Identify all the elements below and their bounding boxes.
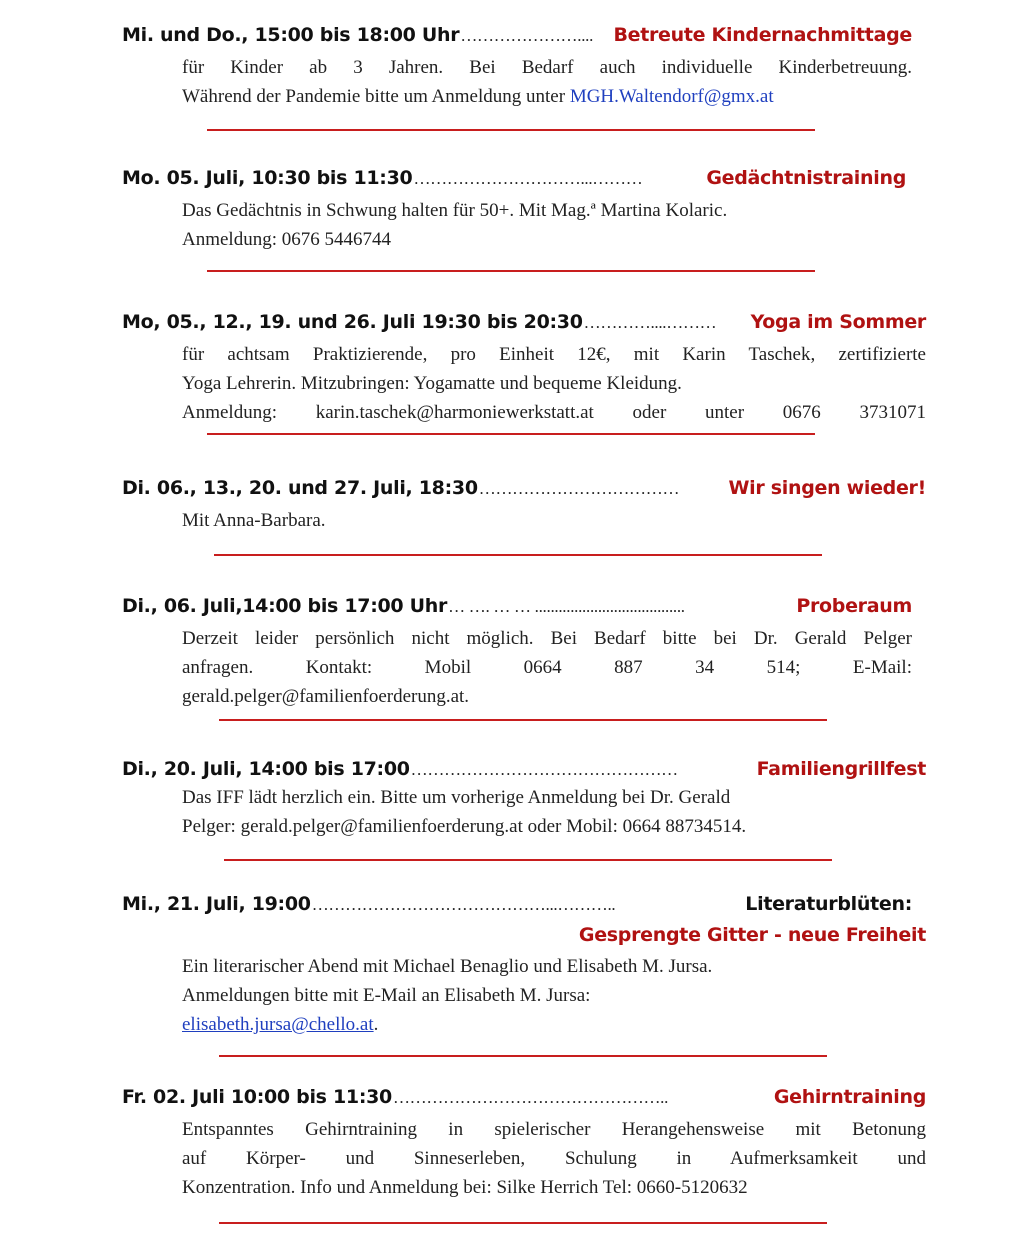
desc-line: für achtsam Praktizierende, pro Einheit 12€, mit Karin Taschek, zertifizierte	[182, 344, 926, 365]
event-singen	[122, 475, 926, 535]
event-date: Di. 06., 13., 20. und 27. Juli, 18:30	[122, 477, 478, 499]
desc-line: Yoga Lehrerin. Mitzubringen: Yogamatte und bequeme Kleidung.	[182, 373, 682, 394]
event-date: Mo. 05. Juli, 10:30 bis 11:30	[122, 167, 413, 189]
leader-dots: …………………………...………	[413, 169, 643, 188]
event-proberaum	[122, 593, 912, 711]
event-title: Familiengrillfest	[756, 758, 926, 780]
event-yoga	[122, 309, 926, 427]
event-title: Proberaum	[796, 595, 912, 617]
event-header	[122, 891, 912, 918]
event-kindernachmittage	[122, 22, 912, 111]
event-description	[182, 1115, 926, 1202]
leader-dots: ………………………………	[478, 479, 680, 498]
separator-line	[219, 1222, 827, 1224]
event-date: Mo, 05., 12., 19. und 26. Juli 19:30 bis 20:30	[122, 311, 583, 333]
event-description	[182, 53, 912, 111]
event-description	[182, 196, 906, 254]
separator-line	[224, 859, 832, 861]
event-grillfest	[122, 756, 926, 841]
desc-line: Das Gedächtnis in Schwung halten für 50+. Mit Mag.ª Martina Kolaric.	[182, 200, 728, 221]
event-date: Mi., 21. Juli, 19:00	[122, 893, 311, 915]
desc-line	[182, 1010, 926, 1039]
desc-line: Das IFF lädt herzlich ein. Bitte um vorherige Anmeldung bei Dr. Gerald	[182, 787, 731, 808]
event-date: Di., 06. Juli,14:00 bis 17:00 Uhr	[122, 595, 448, 617]
event-description	[182, 340, 926, 427]
event-gehirntraining	[122, 1084, 926, 1202]
separator-line	[207, 270, 815, 272]
leader-dots: …………………………………………	[410, 760, 678, 779]
event-subtitle: Gesprengte Gitter - neue Freiheit	[578, 924, 926, 946]
leader-dots: …………....………	[583, 313, 717, 332]
email-link[interactable]: elisabeth.jursa@chello.at	[182, 1014, 374, 1035]
separator-line	[219, 1055, 827, 1057]
desc-line: Anmeldung: karin.taschek@harmoniewerkstatt.at oder unter 0676 3731071	[182, 402, 926, 423]
desc-line: für Kinder ab 3 Jahren. Bei Bedarf auch individuelle Kinderbetreuung.	[182, 57, 912, 78]
event-header	[122, 165, 906, 192]
desc-line: gerald.pelger@familienfoerderung.at.	[182, 686, 470, 707]
event-title: Gehirntraining	[773, 1086, 926, 1108]
event-description	[182, 624, 912, 711]
event-header	[122, 475, 926, 502]
event-header	[122, 1084, 926, 1111]
separator-line	[214, 554, 822, 556]
desc-line: auf Körper- und Sinneserleben, Schulung in Aufmerksamkeit und	[182, 1148, 926, 1169]
event-header	[122, 593, 912, 620]
event-date: Di., 20. Juli, 14:00 bis 17:00	[122, 758, 410, 780]
leader-dots: … …. … … ......................................	[448, 597, 685, 616]
event-description	[182, 952, 926, 1039]
desc-line: Pelger: gerald.pelger@familienfoerderung.at oder Mobil: 0664 88734514.	[182, 816, 747, 837]
event-date: Fr. 02. Juli 10:00 bis 11:30	[122, 1086, 392, 1108]
desc-text: Während der Pandemie bitte um Anmeldung unter	[182, 86, 570, 107]
leader-dots: …………………………………………..	[392, 1088, 669, 1107]
desc-text: .	[373, 1014, 379, 1035]
separator-line	[207, 129, 815, 131]
desc-line: Entspanntes Gehirntraining in spielerischer Herangehensweise mit Betonung	[182, 1119, 926, 1140]
desc-line: anfragen. Kontakt: Mobil 0664 887 34 514; E-Mail:	[182, 657, 912, 678]
event-date: Mi. und Do., 15:00 bis 18:00 Uhr	[122, 24, 460, 46]
email-link[interactable]: MGH.Waltendorf@gmx.at	[569, 86, 774, 107]
desc-line: Ein literarischer Abend mit Michael Benaglio und Elisabeth M. Jursa.	[182, 956, 713, 977]
event-literaturblueten	[122, 891, 926, 1039]
event-gedaechtnistraining	[122, 165, 906, 254]
desc-line: Anmeldungen bitte mit E-Mail an Elisabeth M. Jursa:	[182, 985, 591, 1006]
leader-dots: ……………………………………...………..	[311, 895, 616, 914]
separator-line	[219, 719, 827, 721]
event-title: Gedächtnistraining	[706, 167, 906, 189]
event-description	[182, 783, 926, 841]
event-header	[122, 309, 926, 336]
desc-line: Anmeldung: 0676 5446744	[182, 229, 391, 250]
event-header	[122, 756, 926, 783]
event-description	[182, 506, 926, 535]
separator-line	[207, 433, 815, 435]
desc-line: Derzeit leider persönlich nicht möglich. Bei Bedarf bitte bei Dr. Gerald Pelger	[182, 628, 912, 649]
desc-line: Mit Anna-Barbara.	[182, 510, 326, 531]
event-title: Yoga im Sommer	[750, 311, 926, 333]
event-header	[122, 22, 912, 49]
event-title: Wir singen wieder!	[728, 477, 926, 499]
desc-line	[182, 82, 912, 111]
event-title: Betreute Kindernachmittage	[613, 24, 912, 46]
desc-line: Konzentration. Info und Anmeldung bei: Silke Herrich Tel: 0660-5120632	[182, 1177, 748, 1198]
leader-dots: …………………....	[460, 26, 594, 45]
event-title: Literaturblüten:	[745, 893, 912, 915]
